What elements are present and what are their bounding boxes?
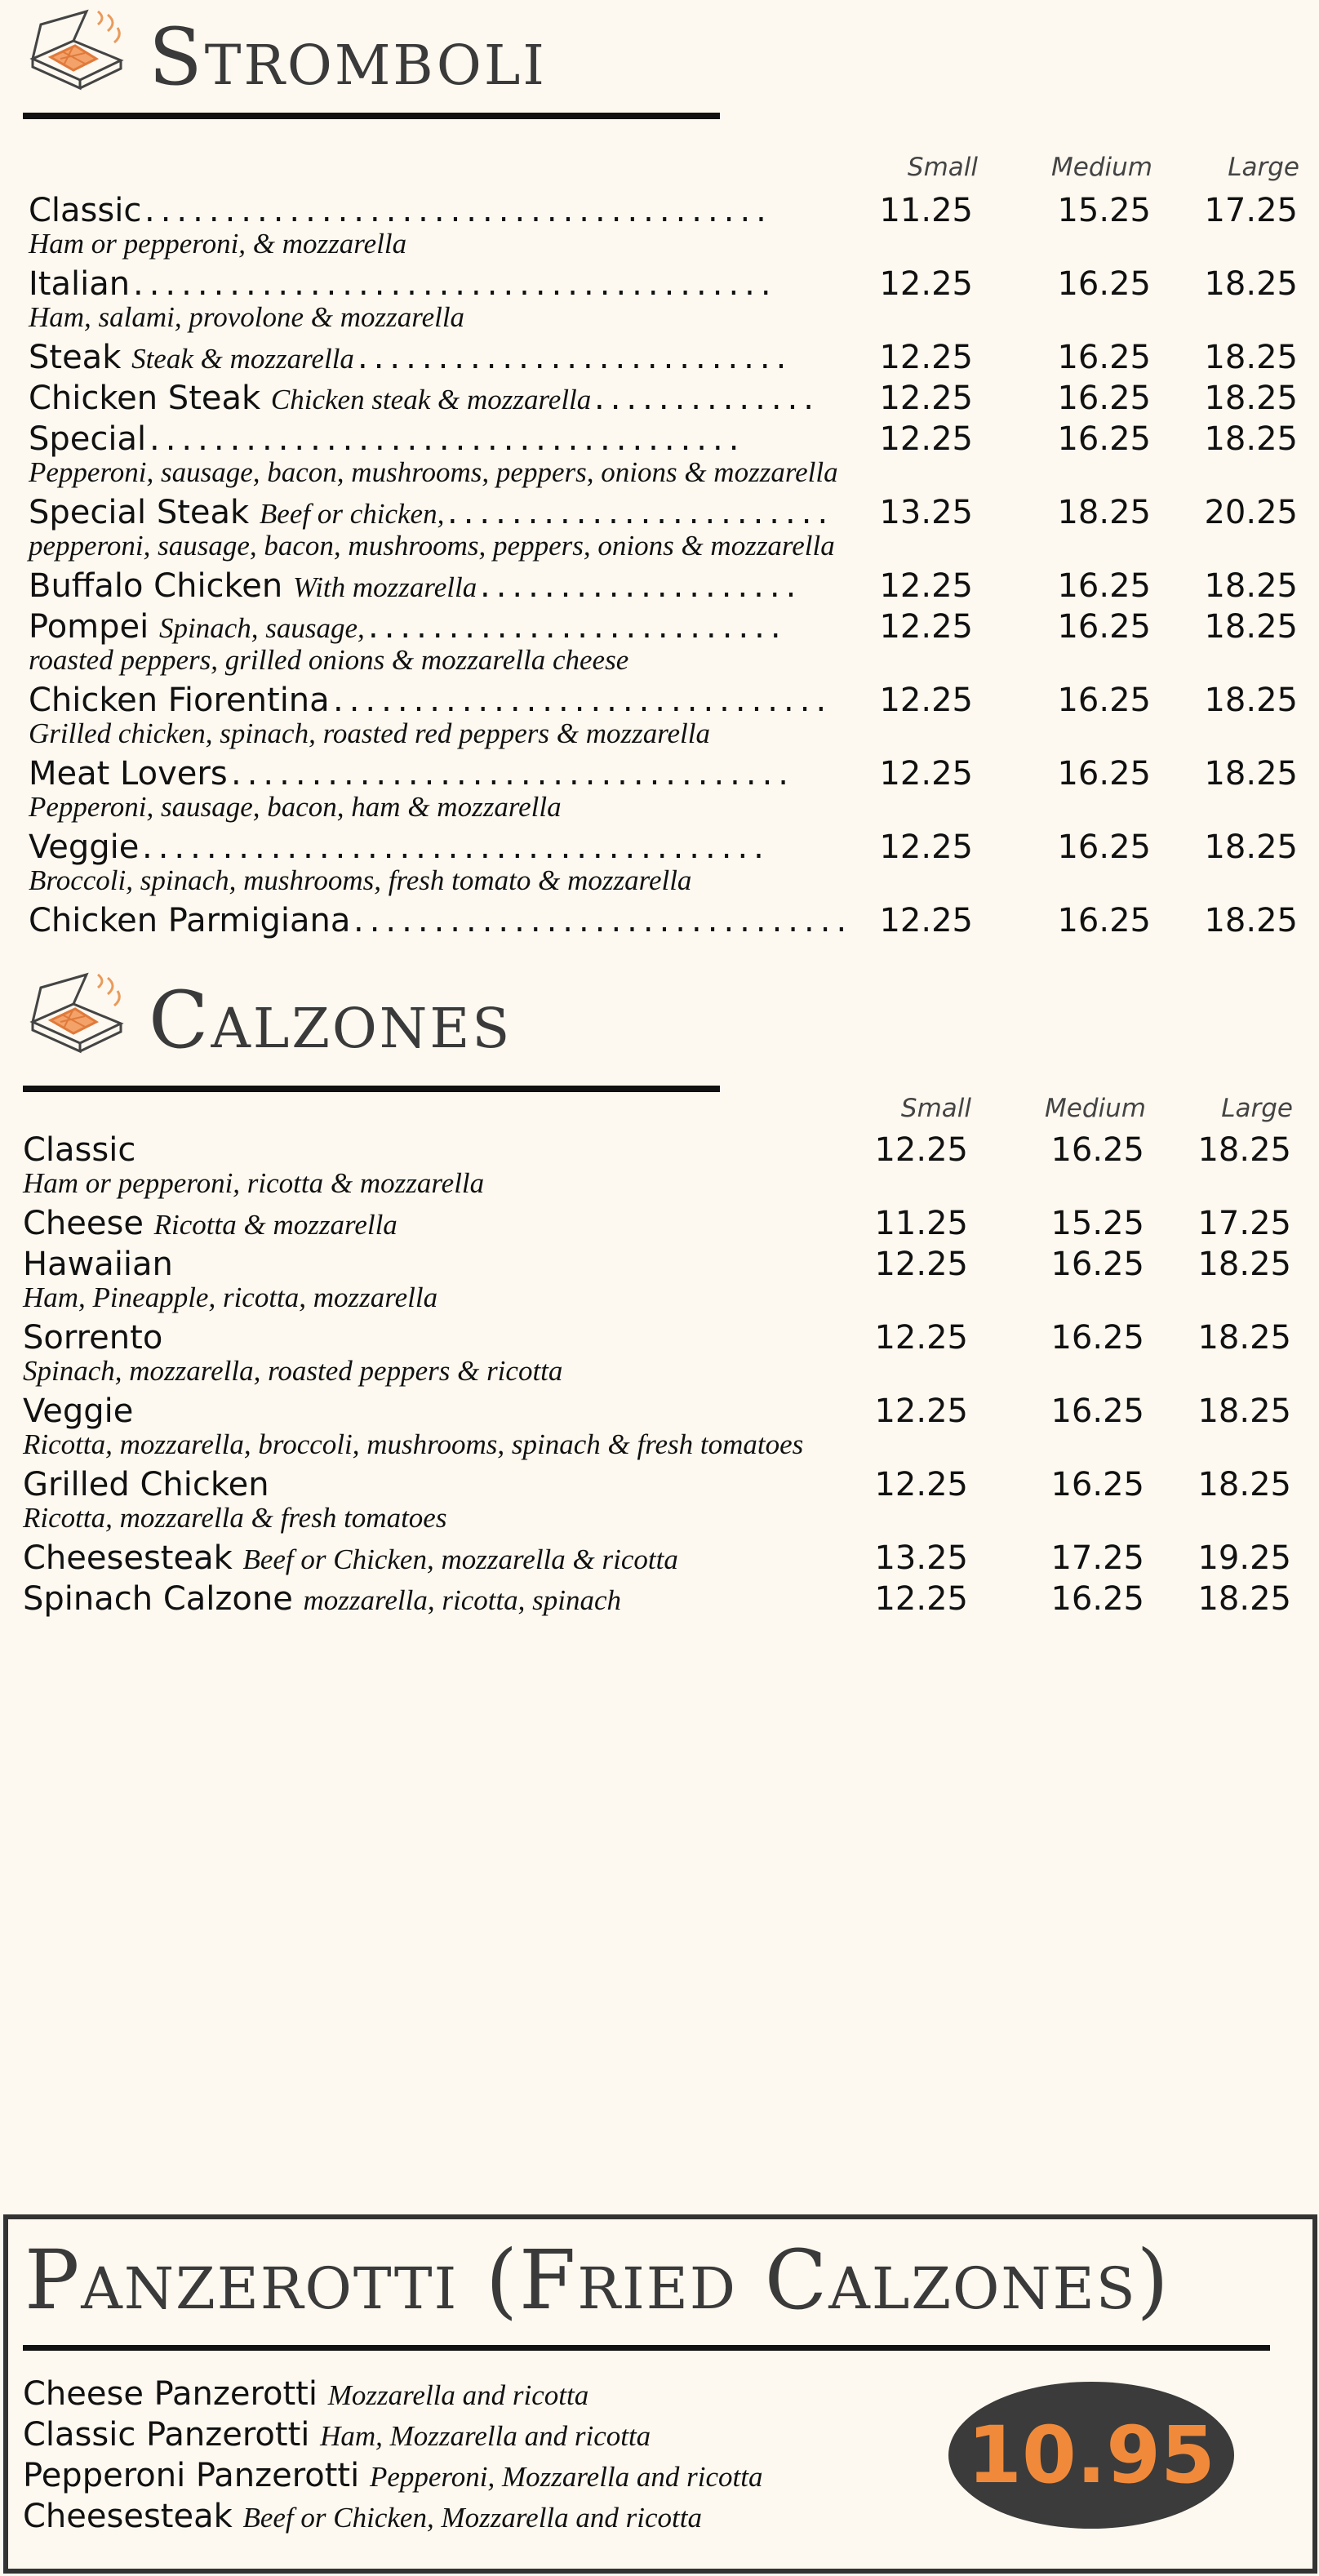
item-name-text: Chicken Steak	[29, 380, 261, 417]
price-medium: 16.25	[1050, 1466, 1144, 1503]
menu-item-row	[0, 1244, 1319, 1285]
item-name	[29, 419, 146, 460]
item-name	[29, 753, 228, 794]
price-small: 12.25	[879, 567, 973, 605]
item-description: Ricotta, mozzarella & fresh tomatoes	[23, 1502, 447, 1534]
menu-item-row	[0, 1317, 1319, 1358]
item-description: Ham or pepperoni, & mozzarella	[29, 228, 407, 260]
item-name-text: Special	[29, 420, 147, 458]
item-name-text: Cheesesteak	[23, 2498, 233, 2535]
menu-item-row	[0, 337, 1319, 378]
menu-item-row	[0, 1203, 1319, 1244]
item-inline-desc: Beef or Chicken, mozzarella & ricotta	[242, 1543, 678, 1575]
price-medium: 16.25	[1057, 380, 1151, 417]
item-name	[23, 1464, 269, 1505]
item-name-text: Special Steak	[29, 494, 250, 531]
menu-item-row	[0, 419, 1319, 460]
price-small: 12.25	[879, 608, 973, 646]
price-small: 12.25	[874, 1392, 968, 1430]
stromboli-col-small: Small	[907, 153, 978, 182]
stromboli-col-medium: Medium	[1051, 153, 1152, 182]
item-name-text: Chicken Parmigiana	[29, 902, 351, 939]
item-description: Ham, salami, provolone & mozzarella	[29, 301, 465, 333]
item-name-text: Meat Lovers	[29, 755, 228, 793]
item-name	[23, 1579, 621, 1621]
item-name-text: Steak	[29, 339, 122, 376]
item-name-text: Italian	[29, 265, 131, 303]
menu-item-row	[0, 1579, 1319, 1619]
item-name	[23, 1538, 678, 1580]
price-medium: 16.25	[1050, 1580, 1144, 1618]
item-inline-desc: Steak & mozzarella	[131, 343, 354, 375]
price-large: 18.25	[1204, 902, 1298, 939]
dot-leader: ...................................	[231, 755, 795, 793]
calzones-rule	[23, 1086, 720, 1092]
item-name-text: Pepperoni Panzerotti	[23, 2457, 360, 2494]
panzerotti-title: Panzerotti (Fried Calzones)	[24, 2232, 1170, 2328]
item-name	[29, 378, 591, 420]
item-description: Ham or pepperoni, ricotta & mozzarella	[23, 1167, 485, 1199]
item-name-text: Pompei	[29, 608, 149, 646]
price-small: 12.25	[879, 902, 973, 939]
price-small: 11.25	[874, 1205, 968, 1242]
dot-leader: .......................................	[142, 828, 770, 866]
dot-leader: ...........................	[358, 339, 793, 376]
price-small: 13.25	[874, 1539, 968, 1577]
price-medium: 15.25	[1057, 192, 1151, 229]
item-description: Pepperoni, sausage, bacon, mushrooms, peppers, onions & mozzarella	[29, 456, 838, 488]
stromboli-rule	[23, 113, 720, 119]
price-medium: 16.25	[1057, 828, 1151, 866]
price-large: 18.25	[1197, 1319, 1291, 1357]
item-name	[23, 1317, 162, 1358]
menu-item-row	[0, 1538, 1319, 1579]
panzerotti-item	[23, 2455, 762, 2498]
dot-leader: ........................................	[133, 265, 777, 303]
price-large: 18.25	[1197, 1580, 1291, 1618]
item-name-text: Cheese Panzerotti	[23, 2375, 318, 2413]
price-large: 18.25	[1197, 1466, 1291, 1503]
dot-leader: .....................................	[149, 420, 745, 458]
item-description: Pepperoni, sausage, bacon, ham & mozzarella	[29, 791, 562, 823]
item-name	[29, 264, 130, 304]
item-name	[23, 1130, 135, 1170]
item-inline-desc: Pepperoni, Mozzarella and ricotta	[369, 2461, 763, 2493]
price-small: 12.25	[879, 828, 973, 866]
item-name	[29, 566, 477, 608]
item-name	[23, 1391, 133, 1432]
item-name	[29, 900, 350, 941]
price-medium: 16.25	[1050, 1246, 1144, 1283]
item-name-text: Classic	[29, 192, 142, 229]
panzerotti-price: 10.95	[967, 2409, 1215, 2501]
calzones-col-medium: Medium	[1045, 1094, 1146, 1123]
menu-item-row	[0, 1391, 1319, 1432]
menu-item-row	[0, 190, 1319, 231]
item-name	[29, 190, 141, 231]
dot-leader: .......................................	[144, 192, 772, 229]
pizza-box-icon	[23, 971, 129, 1069]
item-name-text: Classic Panzerotti	[23, 2416, 310, 2454]
menu-item-row	[0, 378, 1319, 419]
price-medium: 16.25	[1057, 755, 1151, 793]
price-medium: 16.25	[1057, 420, 1151, 458]
price-large: 20.25	[1204, 494, 1298, 531]
price-large: 18.25	[1204, 567, 1298, 605]
price-large: 18.25	[1197, 1392, 1291, 1430]
price-small: 11.25	[879, 192, 973, 229]
price-small: 12.25	[874, 1246, 968, 1283]
calzones-title: Calzones	[149, 975, 513, 1066]
pizza-box-icon	[23, 8, 129, 106]
price-large: 17.25	[1197, 1205, 1291, 1242]
item-name-text: Hawaiian	[23, 1246, 173, 1283]
item-description: Ham, Pineapple, ricotta, mozzarella	[23, 1281, 438, 1313]
dot-leader: ...............................	[333, 682, 833, 719]
price-large: 18.25	[1204, 420, 1298, 458]
price-large: 18.25	[1204, 682, 1298, 719]
menu-item-row	[0, 900, 1319, 941]
item-name	[29, 827, 139, 868]
item-name-text: Spinach Calzone	[23, 1580, 293, 1618]
price-large: 18.25	[1204, 755, 1298, 793]
panzerotti-item	[23, 2374, 588, 2416]
item-description: Spinach, mozzarella, roasted peppers & ricotta	[23, 1355, 563, 1387]
price-small: 12.25	[879, 682, 973, 719]
menu-item-row	[0, 1464, 1319, 1505]
price-small: 12.25	[879, 380, 973, 417]
price-small: 12.25	[879, 755, 973, 793]
price-large: 17.25	[1204, 192, 1298, 229]
price-medium: 16.25	[1050, 1392, 1144, 1430]
dot-leader: ..........................	[368, 608, 787, 646]
price-medium: 16.25	[1057, 682, 1151, 719]
dot-leader: ....................	[480, 567, 802, 605]
price-small: 12.25	[879, 420, 973, 458]
item-name	[23, 1203, 397, 1246]
calzones-col-small: Small	[900, 1094, 971, 1123]
price-medium: 15.25	[1050, 1205, 1144, 1242]
item-inline-desc: Ham, Mozzarella and ricotta	[320, 2420, 651, 2452]
item-name	[29, 492, 444, 535]
price-small: 12.25	[879, 265, 973, 303]
price-medium: 16.25	[1057, 265, 1151, 303]
price-medium: 17.25	[1050, 1539, 1144, 1577]
price-large: 18.25	[1204, 608, 1298, 646]
item-inline-desc: Beef or Chicken, Mozzarella and ricotta	[242, 2502, 702, 2534]
menu-item-row	[0, 492, 1319, 533]
price-medium: 16.25	[1050, 1131, 1144, 1169]
menu-item-row	[0, 566, 1319, 606]
item-name-text: Sorrento	[23, 1319, 163, 1357]
price-large: 19.25	[1197, 1539, 1291, 1577]
panzerotti-item	[23, 2496, 702, 2538]
item-inline-desc: Beef or chicken,	[259, 498, 445, 530]
price-large: 18.25	[1204, 339, 1298, 376]
item-name	[29, 680, 330, 721]
menu-item-row	[0, 1130, 1319, 1170]
item-name-text: Cheese	[23, 1205, 144, 1242]
price-small: 12.25	[874, 1580, 968, 1618]
price-large: 18.25	[1204, 380, 1298, 417]
menu-item-row	[0, 827, 1319, 868]
item-inline-desc: Chicken steak & mozzarella	[270, 384, 592, 415]
price-small: 12.25	[874, 1466, 968, 1503]
price-large: 18.25	[1197, 1246, 1291, 1283]
item-description: pepperoni, sausage, bacon, mushrooms, peppers, onions & mozzarella	[29, 530, 835, 562]
item-name	[29, 606, 365, 649]
price-small: 12.25	[874, 1319, 968, 1357]
item-inline-desc: Ricotta & mozzarella	[153, 1209, 397, 1241]
item-description: Grilled chicken, spinach, roasted red peppers & mozzarella	[29, 717, 711, 749]
menu-item-row	[0, 753, 1319, 794]
panzerotti-rule	[23, 2345, 1270, 2351]
stromboli-header	[23, 8, 547, 106]
item-name-text: Buffalo Chicken	[29, 567, 283, 605]
item-name-text: Veggie	[23, 1392, 134, 1430]
item-name-text: Cheesesteak	[23, 1539, 233, 1577]
item-inline-desc: Spinach, sausage,	[158, 612, 365, 644]
dot-leader: ..............	[594, 380, 820, 417]
price-small: 12.25	[879, 339, 973, 376]
item-description: Broccoli, spinach, mushrooms, fresh tomato & mozzarella	[29, 864, 692, 896]
item-name-text: Grilled Chicken	[23, 1466, 269, 1503]
price-medium: 16.25	[1057, 339, 1151, 376]
item-description: Ricotta, mozzarella, broccoli, mushrooms, spinach & fresh tomatoes	[23, 1428, 804, 1460]
price-large: 18.25	[1197, 1131, 1291, 1169]
calzones-col-large: Large	[1221, 1094, 1293, 1123]
item-description: roasted peppers, grilled onions & mozzarella cheese	[29, 644, 629, 676]
item-name-text: Classic	[23, 1131, 136, 1169]
price-medium: 18.25	[1057, 494, 1151, 531]
stromboli-col-large: Large	[1228, 153, 1299, 182]
item-name-text: Veggie	[29, 828, 140, 866]
price-medium: 16.25	[1057, 608, 1151, 646]
price-medium: 16.25	[1057, 902, 1151, 939]
dot-leader: ...............................	[353, 902, 853, 939]
price-medium: 16.25	[1057, 567, 1151, 605]
price-small: 13.25	[879, 494, 973, 531]
price-medium: 16.25	[1050, 1319, 1144, 1357]
panzerotti-price-badge	[948, 2382, 1234, 2529]
item-inline-desc: Mozzarella and ricotta	[327, 2379, 589, 2411]
item-name-text: Chicken Fiorentina	[29, 682, 330, 719]
item-inline-desc: mozzarella, ricotta, spinach	[303, 1584, 622, 1616]
panzerotti-item	[23, 2414, 651, 2457]
price-large: 18.25	[1204, 265, 1298, 303]
item-name	[29, 337, 354, 380]
item-inline-desc: With mozzarella	[292, 571, 477, 603]
menu-item-row	[0, 264, 1319, 304]
calzones-header	[23, 971, 512, 1069]
stromboli-title: Stromboli	[149, 11, 547, 103]
item-name	[23, 1244, 173, 1285]
price-small: 12.25	[874, 1131, 968, 1169]
dot-leader: ........................	[447, 494, 834, 531]
price-large: 18.25	[1204, 828, 1298, 866]
menu-item-row	[0, 606, 1319, 647]
menu-item-row	[0, 680, 1319, 721]
